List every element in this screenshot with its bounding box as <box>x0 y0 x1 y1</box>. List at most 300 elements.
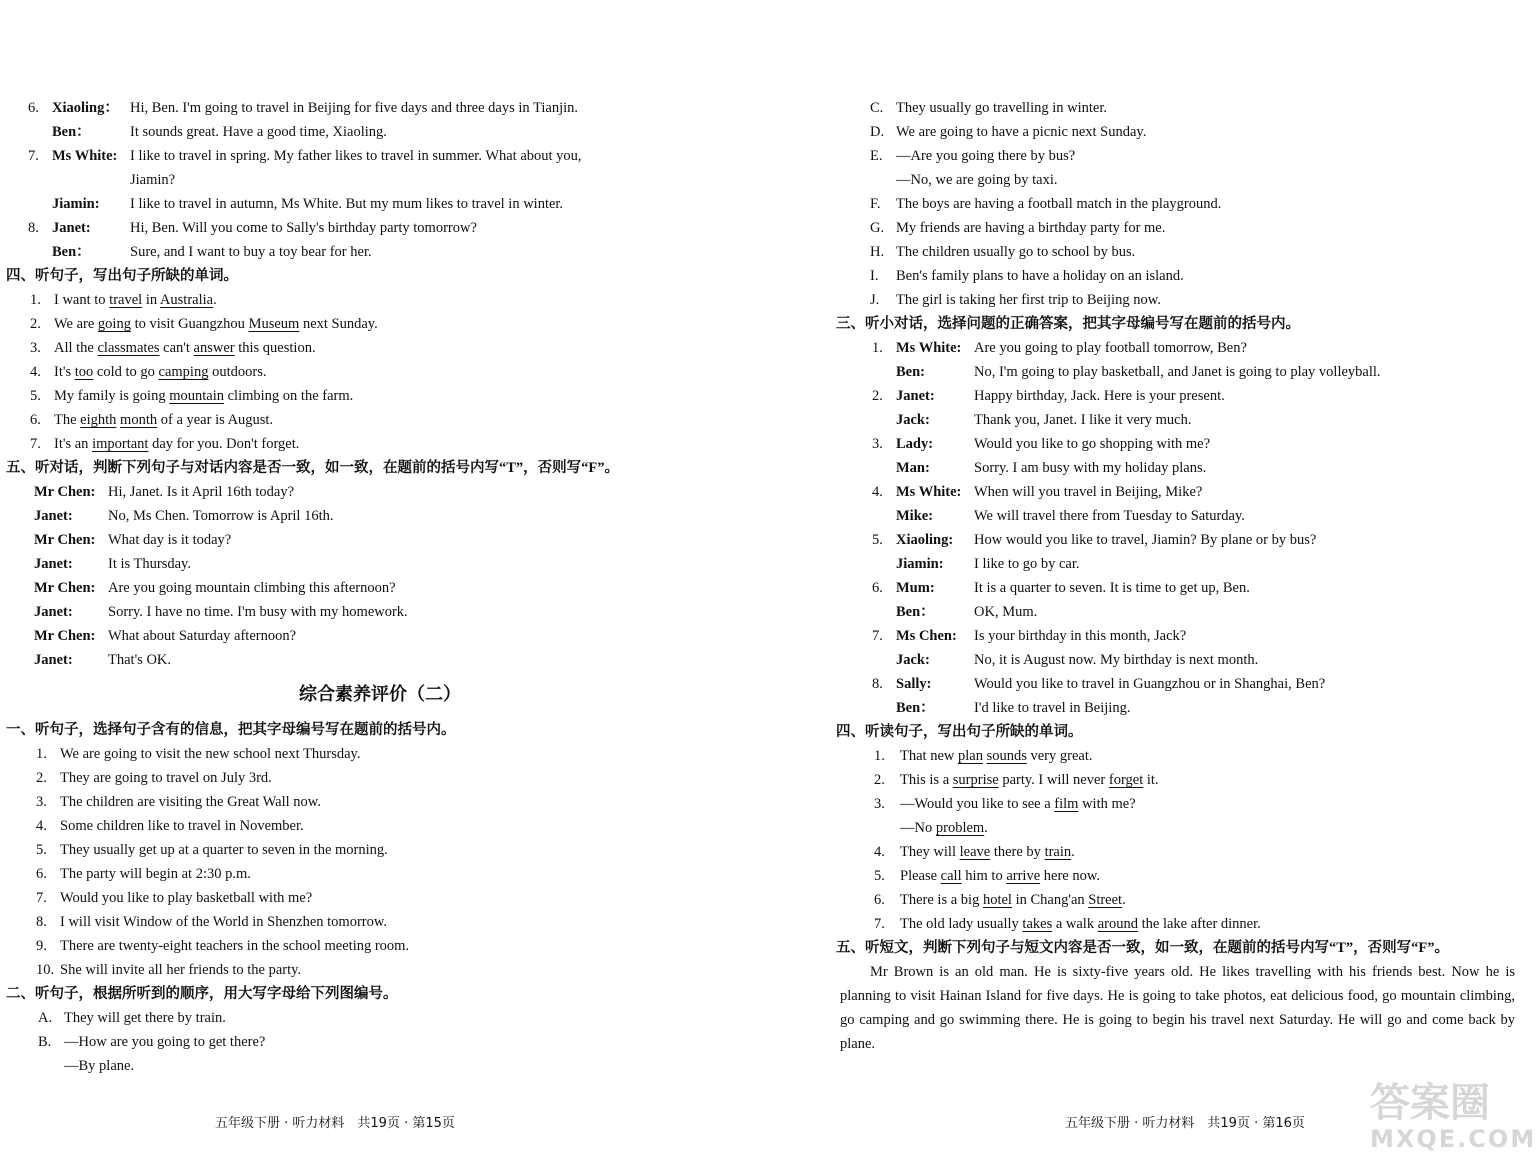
speaker-name: Ben： <box>896 700 935 716</box>
dialog-line <box>0 504 760 528</box>
picture-option <box>840 120 1530 144</box>
fill-blank-list <box>840 744 1530 936</box>
option-letter: I. <box>870 268 879 284</box>
dialog-line <box>840 504 1530 528</box>
item-sentence <box>54 408 273 432</box>
speaker-name: Lady: <box>896 436 934 452</box>
item-number: 5. <box>36 842 47 858</box>
answer-word: hotel <box>982 892 1012 908</box>
dialog-text: What day is it today? <box>108 532 232 548</box>
option-letter: C. <box>870 100 884 116</box>
sentence-text: very great. <box>1026 748 1093 764</box>
sentence-item <box>0 862 760 886</box>
dialog-text: Hi, Janet. Is it April 16th today? <box>108 484 295 500</box>
dialog-text: Would you like to travel in Guangzhou or in Shanghai, Ben? <box>974 676 1326 692</box>
speaker-name: Ben： <box>52 244 91 260</box>
fill-blank-item <box>0 336 760 360</box>
option-letter: D. <box>870 124 885 140</box>
option-letter: H. <box>870 244 885 260</box>
dialog-text: Happy birthday, Jack. Here is your present. <box>974 388 1225 404</box>
item-number: 8. <box>28 220 39 236</box>
item-number: 6. <box>30 412 41 428</box>
speaker-name: Jiamin: <box>52 196 100 212</box>
item-number: 6. <box>872 580 883 596</box>
item-number: 2. <box>36 770 47 786</box>
item-number: 6. <box>874 892 885 908</box>
picture-option-list-continued <box>840 96 1530 312</box>
sentence-text: All the <box>54 340 98 356</box>
answer-word: around <box>1097 916 1138 932</box>
item-number: 3. <box>36 794 47 810</box>
speaker-name: Jiamin: <box>896 556 944 572</box>
item-text: The party will begin at 2:30 p.m. <box>60 866 251 882</box>
answer-word: camping <box>158 364 209 380</box>
dialog-text: It is a quarter to seven. It is time to get up, Ben. <box>974 580 1250 596</box>
item-sentence <box>54 288 217 312</box>
speaker-name: Jack: <box>896 652 930 668</box>
item-text: The children are visiting the Great Wall now. <box>60 794 321 810</box>
fill-blank-item <box>0 432 760 456</box>
dialog-text: When will you travel in Beijing, Mike? <box>974 484 1203 500</box>
answer-word: Australia <box>159 292 214 308</box>
sentence-text: this question. <box>234 340 316 356</box>
sentence-text: a walk <box>1052 916 1098 932</box>
sentence-list <box>0 742 760 982</box>
answer-word: Museum <box>248 316 300 332</box>
answer-word: surprise <box>952 772 999 788</box>
item-number: 7. <box>30 436 41 452</box>
dialog-line <box>840 696 1530 720</box>
sentence-text: to visit Guangzhou <box>130 316 249 332</box>
sentence-text: can't <box>159 340 194 356</box>
dialog-text: It is Thursday. <box>108 556 191 572</box>
dialog-line <box>840 624 1530 648</box>
answer-word: mountain <box>169 388 224 404</box>
sentence-text: next Sunday. <box>299 316 378 332</box>
option-text: The boys are having a football match in the playground. <box>896 196 1222 212</box>
answer-word: classmates <box>97 340 160 356</box>
sentence-item <box>0 910 760 934</box>
item-number: 1. <box>872 340 883 356</box>
option-letter: B. <box>38 1034 52 1050</box>
sentence-text: There is a big <box>900 892 983 908</box>
item-number: 4. <box>30 364 41 380</box>
fill-blank-item <box>840 744 1530 768</box>
dialog-line <box>840 336 1530 360</box>
part-4-heading: 四、听读句子，写出句子所缺的单词。 <box>836 724 1083 740</box>
sentence-text: It's an <box>54 436 93 452</box>
item-number: 2. <box>872 388 883 404</box>
item-number: 6. <box>28 100 39 116</box>
part-5-heading: 五、听短文，判断下列句子与短文内容是否一致，如一致，在题前的括号内写“T”，否则写“F”。 <box>836 940 1450 956</box>
dialog-line <box>0 576 760 600</box>
speaker-name: Mike: <box>896 508 934 524</box>
item-number: 8. <box>872 676 883 692</box>
option-letter: E. <box>870 148 883 164</box>
speaker-name: Janet: <box>34 508 73 524</box>
sentence-item <box>0 838 760 862</box>
dialog-text: No, it is August now. My birthday is next month. <box>974 652 1259 668</box>
sentence-text: . <box>213 292 217 308</box>
dialog-line <box>0 216 760 240</box>
sentence-item <box>0 742 760 766</box>
sentence-text: outdoors. <box>208 364 267 380</box>
answer-word: going <box>97 316 131 332</box>
answer-word: month <box>120 412 158 428</box>
sentence-text: We are <box>54 316 98 332</box>
dialog-line <box>0 624 760 648</box>
speaker-name: Sally: <box>896 676 932 692</box>
sentence-text: party. I will never <box>998 772 1109 788</box>
sentence-text: . <box>1122 892 1126 908</box>
picture-option-list <box>0 1006 760 1078</box>
dialog-text: Are you going to play football tomorrow, Ben? <box>974 340 1247 356</box>
sentence-text: there by <box>990 844 1045 860</box>
item-sentence <box>54 360 266 384</box>
option-text: —How are you going to get there? <box>64 1034 266 1050</box>
picture-option <box>0 1030 760 1054</box>
option-letter: G. <box>870 220 885 236</box>
dialog-line <box>0 648 760 672</box>
item-sentence <box>54 336 316 360</box>
answer-word: important <box>92 436 149 452</box>
option-letter: F. <box>870 196 881 212</box>
right-page <box>836 96 1530 1056</box>
dialog-text: We will travel there from Tuesday to Saturday. <box>974 508 1245 524</box>
fill-blank-item <box>0 312 760 336</box>
speaker-name: Janet: <box>34 556 73 572</box>
dialog-line <box>840 648 1530 672</box>
dialog-text: Hi, Ben. Will you come to Sally's birthday party tomorrow? <box>130 220 477 236</box>
page-title: 综合素养评价（二） <box>299 684 461 704</box>
answer-word: too <box>74 364 94 380</box>
speaker-name: Ms White: <box>52 148 118 164</box>
dialog-text: Sorry. I am busy with my holiday plans. <box>974 460 1207 476</box>
dialog-text: Jiamin? <box>130 172 176 188</box>
sentence-text: Please <box>900 868 941 884</box>
dialog-line <box>840 360 1530 384</box>
speaker-name: Mr Chen: <box>34 628 96 644</box>
item-number: 4. <box>874 844 885 860</box>
sentence-text: him to <box>961 868 1007 884</box>
sentence-text: it. <box>1143 772 1159 788</box>
item-number: 1. <box>36 746 47 762</box>
item-number: 8. <box>36 914 47 930</box>
sentence-text: of a year is August. <box>157 412 274 428</box>
fill-blank-item <box>0 360 760 384</box>
sentence-text: The old lady usually <box>900 916 1023 932</box>
sentence-text: My family is going <box>54 388 170 404</box>
item-number: 2. <box>874 772 885 788</box>
speaker-name: Ben： <box>896 604 935 620</box>
picture-option <box>0 1054 760 1078</box>
item-text: We are going to visit the new school next Thursday. <box>60 746 361 762</box>
dialog-text: It sounds great. Have a good time, Xiaoling. <box>130 124 387 140</box>
speaker-name: Ben： <box>52 124 91 140</box>
fill-blank-list <box>0 288 760 456</box>
short-dialog-list <box>840 336 1530 720</box>
fill-blank-item <box>840 864 1530 888</box>
item-number: 1. <box>874 748 885 764</box>
answer-word: film <box>1054 796 1079 812</box>
sentence-text: in Chang'an <box>1011 892 1089 908</box>
item-text: There are twenty-eight teachers in the school meeting room. <box>60 938 410 954</box>
section-5-heading: 五、听对话，判断下列句子与对话内容是否一致，如一致，在题前的括号内写“T”，否则写“F”。 <box>6 460 620 476</box>
answer-word: answer <box>193 340 235 356</box>
answer-word: arrive <box>1006 868 1041 884</box>
item-number: 3. <box>30 340 41 356</box>
option-text: They will get there by train. <box>64 1010 226 1026</box>
sentence-text: cold to go <box>93 364 159 380</box>
picture-option <box>840 144 1530 168</box>
picture-option <box>840 264 1530 288</box>
picture-option <box>840 96 1530 120</box>
dialog-text: Sure, and I want to buy a toy bear for her. <box>130 244 372 260</box>
fill-blank-item <box>840 792 1530 816</box>
dialog-text: What about Saturday afternoon? <box>108 628 297 644</box>
item-number: 3. <box>874 796 885 812</box>
dialog-line <box>840 672 1530 696</box>
dialog-text: Hi, Ben. I'm going to travel in Beijing for five days and three days in Tianjin. <box>130 100 579 116</box>
option-text: —No, we are going by taxi. <box>896 172 1058 188</box>
speaker-name: Janet: <box>34 604 73 620</box>
sentence-text: They will <box>900 844 960 860</box>
dialog-text: I'd like to travel in Beijing. <box>974 700 1131 716</box>
sentence-text: I want to <box>54 292 110 308</box>
picture-option <box>840 216 1530 240</box>
sentence-item <box>0 934 760 958</box>
dialog-line <box>0 600 760 624</box>
dialog-text: Thank you, Janet. I like it very much. <box>974 412 1192 428</box>
speaker-name: Ms White: <box>896 484 962 500</box>
listening-passage: Mr Brown is an old man. He is sixty-five years old. He likes travelling with his friends best. Now he is planning to visit Hainan Island for five days. He is going to take photos, eat delicious food, go mountain climbing, go camping and go swimming there. He is going to begin his travel next Saturday. He will go and come back by plane. <box>840 964 1515 1052</box>
section-4-heading: 四、听句子，写出句子所缺的单词。 <box>6 268 238 284</box>
dialog-line <box>840 408 1530 432</box>
item-text: They are going to travel on July 3rd. <box>60 770 272 786</box>
dialog-line <box>0 240 760 264</box>
item-sentence <box>900 888 1126 912</box>
item-number: 5. <box>874 868 885 884</box>
page-footer-left: 五年级下册 · 听力材料 共19页 · 第15页 <box>215 1116 455 1131</box>
item-text: She will invite all her friends to the party. <box>60 962 302 978</box>
option-letter: J. <box>870 292 880 308</box>
item-text: They usually get up at a quarter to seven in the morning. <box>60 842 388 858</box>
dialog-line <box>840 384 1530 408</box>
dialog-text: OK, Mum. <box>974 604 1038 620</box>
dialog-line <box>0 552 760 576</box>
item-text: I will visit Window of the World in Shenzhen tomorrow. <box>60 914 388 930</box>
picture-option <box>840 288 1530 312</box>
speaker-name: Mum: <box>896 580 935 596</box>
item-number: 6. <box>36 866 47 882</box>
answer-word: Street <box>1088 892 1123 908</box>
dialog-line <box>0 144 760 168</box>
sentence-text: That new <box>900 748 958 764</box>
item-number: 7. <box>28 148 39 164</box>
answer-word: forget <box>1108 772 1144 788</box>
item-text: Some children like to travel in November. <box>60 818 304 834</box>
answer-word: leave <box>959 844 991 860</box>
sentence-text: . <box>984 820 988 836</box>
dialog-text: I like to travel in spring. My father likes to travel in summer. What about you, <box>130 148 582 164</box>
speaker-name: Ben: <box>896 364 925 380</box>
watermark-title: 答案圈 <box>1370 1080 1490 1126</box>
item-sentence <box>54 384 353 408</box>
answer-word: sounds <box>986 748 1027 764</box>
sentence-item <box>0 886 760 910</box>
sentence-text: —No <box>900 820 936 836</box>
dialog-text: I like to go by car. <box>974 556 1080 572</box>
sentence-text: here now. <box>1040 868 1100 884</box>
option-text: The girl is taking her first trip to Beijing now. <box>896 292 1161 308</box>
answer-word: travel <box>109 292 143 308</box>
dialog-line <box>840 600 1530 624</box>
item-sentence <box>54 432 299 456</box>
option-text: Ben's family plans to have a holiday on an island. <box>896 268 1184 284</box>
picture-option <box>840 240 1530 264</box>
speaker-name: Xiaoling: <box>896 532 954 548</box>
item-text: Would you like to play basketball with me? <box>60 890 313 906</box>
item-number: 4. <box>36 818 47 834</box>
sentence-text: . <box>1071 844 1075 860</box>
part-3-heading: 三、听小对话，选择问题的正确答案，把其字母编号写在题前的括号内。 <box>836 316 1300 332</box>
speaker-name: Ms White: <box>896 340 962 356</box>
fill-blank-item <box>840 912 1530 936</box>
part-2-heading: 二、听句子，根据所听到的顺序，用大写字母给下列图编号。 <box>6 986 398 1002</box>
sentence-text: the lake after dinner. <box>1137 916 1261 932</box>
dialog-text: Is your birthday in this month, Jack? <box>974 628 1187 644</box>
page-footer-right: 五年级下册 · 听力材料 共19页 · 第16页 <box>1065 1116 1305 1131</box>
dialog-line <box>840 456 1530 480</box>
dialog-line <box>840 552 1530 576</box>
dialog-text: I like to travel in autumn, Ms White. But my mum likes to travel in winter. <box>130 196 564 212</box>
option-text: My friends are having a birthday party for me. <box>896 220 1166 236</box>
speaker-name: Mr Chen: <box>34 484 96 500</box>
speaker-name: Janet: <box>34 652 73 668</box>
sentence-text: The <box>54 412 81 428</box>
answer-word: eighth <box>80 412 117 428</box>
item-number: 10. <box>36 962 55 978</box>
answer-word: train <box>1044 844 1072 860</box>
answer-word: plan <box>957 748 983 764</box>
item-sentence <box>900 840 1075 864</box>
dialog-line <box>0 480 760 504</box>
speaker-name: Xiaoling： <box>52 100 119 116</box>
fill-blank-item <box>0 384 760 408</box>
fill-blank-item <box>840 768 1530 792</box>
item-number: 1. <box>30 292 41 308</box>
item-sentence <box>54 312 378 336</box>
item-sentence <box>900 864 1100 888</box>
dialog-text: Would you like to go shopping with me? <box>974 436 1211 452</box>
dialog-section-continued <box>0 96 760 264</box>
watermark-url: MXQE.COM <box>1370 1125 1536 1153</box>
dialog-line <box>0 168 760 192</box>
speaker-name: Jack: <box>896 412 930 428</box>
item-number: 5. <box>30 388 41 404</box>
true-false-dialog <box>0 480 760 672</box>
sentence-text: This is a <box>900 772 953 788</box>
left-page <box>0 96 760 1078</box>
option-text: —Are you going there by bus? <box>896 148 1076 164</box>
sentence-text: day for you. Don't forget. <box>148 436 300 452</box>
option-text: The children usually go to school by bus. <box>896 244 1136 260</box>
item-number: 7. <box>874 916 885 932</box>
item-number: 7. <box>36 890 47 906</box>
answer-word: call <box>940 868 962 884</box>
speaker-name: Man: <box>896 460 930 476</box>
picture-option <box>0 1006 760 1030</box>
sentence-item <box>0 766 760 790</box>
item-number: 2. <box>30 316 41 332</box>
dialog-line <box>0 192 760 216</box>
speaker-name: Ms Chen: <box>896 628 957 644</box>
option-text: —By plane. <box>64 1058 135 1074</box>
speaker-name: Mr Chen: <box>34 532 96 548</box>
speaker-name: Janet: <box>896 388 935 404</box>
fill-blank-item <box>840 888 1530 912</box>
sentence-text: in <box>142 292 160 308</box>
option-text: They usually go travelling in winter. <box>896 100 1108 116</box>
item-sentence <box>900 744 1093 768</box>
dialog-line <box>0 528 760 552</box>
dialog-line <box>840 480 1530 504</box>
item-number: 9. <box>36 938 47 954</box>
fill-blank-item <box>840 816 1530 840</box>
dialog-line <box>0 120 760 144</box>
dialog-line <box>840 432 1530 456</box>
fill-blank-item <box>0 288 760 312</box>
item-number: 5. <box>872 532 883 548</box>
sentence-text: climbing on the farm. <box>223 388 354 404</box>
dialog-line <box>840 528 1530 552</box>
dialog-line <box>840 576 1530 600</box>
picture-option <box>840 168 1530 192</box>
dialog-text: That's OK. <box>108 652 172 668</box>
dialog-text: How would you like to travel, Jiamin? By plane or by bus? <box>974 532 1317 548</box>
item-sentence <box>900 912 1261 936</box>
part-1-heading: 一、听句子，选择句子含有的信息，把其字母编号写在题前的括号内。 <box>6 722 456 738</box>
item-sentence <box>900 792 1136 816</box>
item-number: 4. <box>872 484 883 500</box>
dialog-text: No, Ms Chen. Tomorrow is April 16th. <box>108 508 334 524</box>
item-sentence <box>900 816 988 840</box>
item-number: 3. <box>872 436 883 452</box>
speaker-name: Mr Chen: <box>34 580 96 596</box>
dialog-text: No, I'm going to play basketball, and Janet is going to play volleyball. <box>974 364 1381 380</box>
sentence-item <box>0 814 760 838</box>
answer-word: takes <box>1022 916 1053 932</box>
option-text: We are going to have a picnic next Sunday. <box>896 124 1147 140</box>
speaker-name: Janet: <box>52 220 91 236</box>
dialog-text: Are you going mountain climbing this afternoon? <box>108 580 396 596</box>
item-number: 7. <box>872 628 883 644</box>
option-letter: A. <box>38 1010 53 1026</box>
sentence-text: It's <box>54 364 75 380</box>
sentence-text: with me? <box>1078 796 1136 812</box>
sentence-item <box>0 958 760 982</box>
answer-word: problem <box>935 820 985 836</box>
sentence-item <box>0 790 760 814</box>
fill-blank-item <box>0 408 760 432</box>
item-sentence <box>900 768 1159 792</box>
dialog-line <box>0 96 760 120</box>
sentence-text: —Would you like to see a <box>900 796 1055 812</box>
dialog-text: Sorry. I have no time. I'm busy with my homework. <box>108 604 408 620</box>
picture-option <box>840 192 1530 216</box>
fill-blank-item <box>840 840 1530 864</box>
watermark-logo <box>1370 1080 1536 1160</box>
